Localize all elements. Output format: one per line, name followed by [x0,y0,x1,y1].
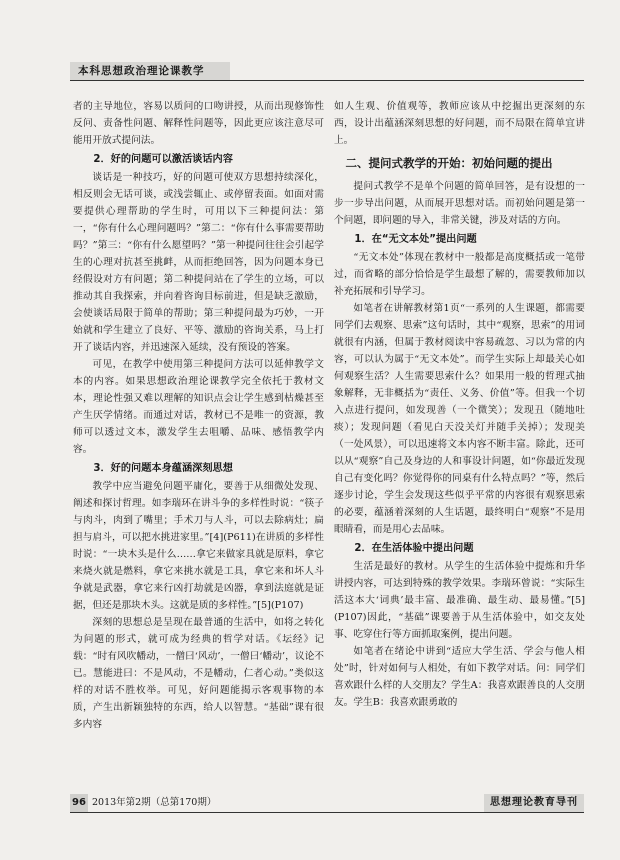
paragraph: 如人生观、价值观等，教师应该从中挖掘出更深刻的东西，设计出蕴涵深刻思想的好问题，而不局限在简单宜讲上。 [334,101,585,146]
subheading: 2．好的问题可以激活谈话内容 [93,154,233,165]
paragraph: 如笔者在讲解教材第1页“一系列的人生课题，都需要同学们去观察、思索”这句话时，其中“观察，思索”的用词就很有内涵，但属于教材阅读中容易疏忽、习以为常的内容，可以认为属于“无文本处”。而学生实际上却最关心如何观察生活？人生需要思索什么？如果用一般的哲理式抽象解释，无非概括为“责任、义务、价值”等。但我一个切入点进行提问，如发现善（一个微笑）；发现丑（随地吐痰）；发现问题（看见白天没关灯并随手关掉）；发现美（一处风景），可以迅速将文本内容不断丰富。除此，还可以从“观察”自己及身边的人和事设计问题，如“你最近发现自己有变化吗？你觉得你的同桌有什么特点吗？”等，然后逐步讨论，学生会发现这些似乎平常的内容很有观察思索的必要，蕴涵着深刻的人生话题，最终明白“观察”不是用眼睛看，而是用心去品味。 [334,303,585,535]
paragraph: 提问式教学不是单个问题的简单回答，是有设想的一步一步导出问题，从而展开思想对话。而初始问题是第一个问题，即问题的导入，非常关键，涉及对话的方向。 [334,181,585,226]
issue-info: 2013年第2期（总第170期） [92,797,217,808]
right-column [334,98,585,711]
subheading: 3．好的问题本身蕴涵深刻思想 [93,463,233,474]
paragraph: 可见，在教学中使用第三种提问方法可以延伸教学文本的内容。如果思想政治理论课教学完全依托于教材文本，理论性强又难以理解的知识点会让学生感到枯燥甚至产生厌学情绪。而通过对话，教材已不是唯一的资源，教师可以透过文本，激发学生去咀嚼、品味、感悟教学内容。 [73,359,324,455]
subheading: 1．在“无文本处”提出问题 [354,234,477,245]
paragraph: 深刻的思想总是呈现在最普通的生活中，如将之转化为问题的形式，就可成为经典的哲学对话。《坛经》记载：“时有风吹幡动，一僧曰‘风动’，一僧曰‘幡动’，议论不已。慧能进曰：不是风动，不是幡动，仁者心动。”类似这样的对话不胜枚举。可见，好问题能揭示客观事物的本质，产生出新颖独特的东西，给人以智慧。“基础”课有很多内容 [73,617,324,730]
page-number: 96 [70,794,88,812]
paragraph: 教学中应当避免问题平庸化，要善于从细微处发现、阐述和探讨哲理。如李瑞环在讲斗争的多样性时说：“筷子与肉斗，肉到了嘴里；手术刀与人斗，可以去除病灶；扁担与肩斗，可以把水挑进家里。”[4](P611)在讲质的多样性时说：“一块木头是什么……拿它来做家具就是原料，拿它来烧火就是燃料，拿它来挑水就是工具，拿它来和坏人斗争就是武器，拿它来行凶打劫就是凶器，拿到法庭就是证据，但还是那块木头。这就是质的多样性。”[5](P107) [73,481,324,611]
paragraph: 生活是最好的教材。从学生的生活体验中提炼和升华讲授内容，可达到特殊的教学效果。李瑞环曾说：“实际生活这本大‘词典’最丰富、最准确、最生动、最易懂。”[5](P107)因此，“基础”课要善于从生活体验中，如交友处事、吃穿住行等方面抓取案例，提出问题。 [334,561,585,640]
running-header: 本科思想政治理论课教学 [70,62,230,80]
paragraph: 者的主导地位，容易以质问的口吻讲授，从而出现修饰性反问、责备性问题、解释性问题等，因此更应该注意尽可能用开放式提问法。 [73,101,324,146]
subheading: 2．在生活体验中提出问题 [354,543,474,554]
journal-name: 思想理论教育导刊 [484,794,584,812]
footer-rule [70,812,584,813]
section-heading: 二、提问式教学的开始：初始问题的提出 [345,156,553,170]
left-column [73,98,324,733]
paragraph: “无文本处”体现在教材中一般都是高度概括或一笔带过，而省略的部分恰恰是学生最想了解的，需要教师加以补充拓展和引导学习。 [334,252,585,297]
paragraph: 谈话是一种技巧，好的问题可使双方思想持续深化，相反则会无话可谈，或浅尝辄止、或停留表面。如面对需要提供心理帮助的学生时，可用以下三种提问法：第一，“你有什么心理问题吗？”第二：“你有什么事需要帮助吗？”第三：“你有什么愿望吗？”第一种提问往往会引起学生的心理对抗甚至挑衅，从而拒绝回答，因为问题本身已经假设对方有问题；第二种提问站在了学生的立场，可以推动其自我探索，并向着咨询目标前进，但是缺乏激励，会使谈话局限于简单的帮助；第三种提问最为巧妙，一开始就和学生建立了良好、平等、激励的咨询关系，马上打开了谈话内容，并迅速深入延续，没有预设的答案。 [73,172,324,353]
paragraph: 如笔者在绪论中讲到“适应大学生活、学会与他人相处”时，针对如何与人相处，有如下教学对话。问：同学们喜欢跟什么样的人交朋友？学生A：我喜欢跟善良的人交朋友。学生B：我喜欢跟勇敢的 [334,646,585,708]
header-rule [70,80,584,81]
